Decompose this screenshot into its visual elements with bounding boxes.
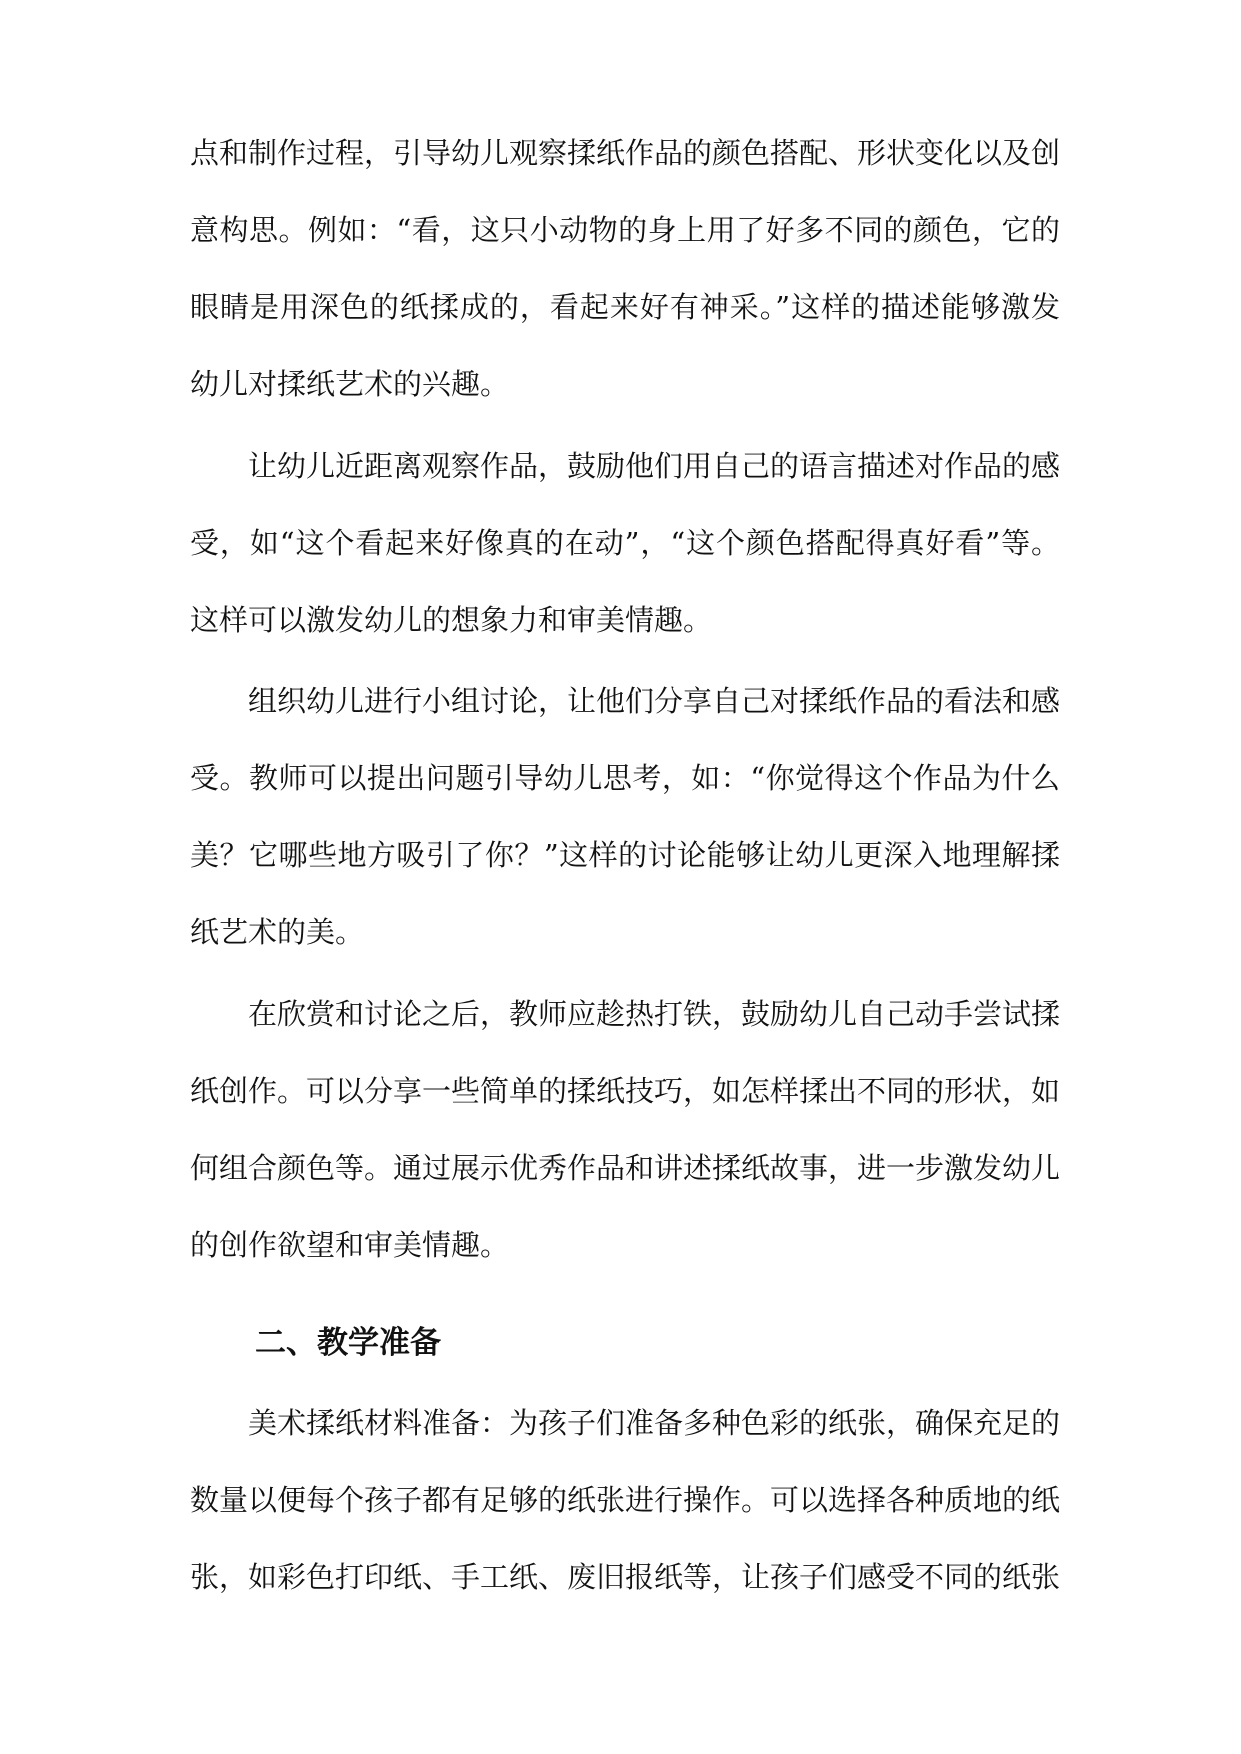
paragraph-2-line-2: 受，如“这个看起来好像真的在动”，“这个颜色搭配得真好看”等。 (190, 526, 1060, 560)
paragraph-4-line-1: 在欣赏和讨论之后，教师应趁热打铁，鼓励幼儿自己动手尝试揉 (248, 997, 1061, 1031)
paragraph-3-line-3: 美？它哪些地方吸引了你？”这样的讨论能够让幼儿更深入地理解揉 (190, 838, 1060, 872)
paragraph-1-line-1: 点和制作过程，引导幼儿观察揉纸作品的颜色搭配、形状变化以及创 (190, 136, 1061, 170)
paragraph-3-line-1: 组织幼儿进行小组讨论，让他们分享自己对揉纸作品的看法和感 (248, 684, 1061, 718)
section-paragraph-line-2: 数量以便每个孩子都有足够的纸张进行操作。可以选择各种质地的纸 (190, 1483, 1061, 1517)
paragraph-4-line-4: 的创作欲望和审美情趣。 (190, 1228, 510, 1262)
section-heading: 二、教学准备 (255, 1325, 441, 1361)
paragraph-2-line-1: 让幼儿近距离观察作品，鼓励他们用自己的语言描述对作品的感 (248, 449, 1061, 483)
paragraph-2-line-3: 这样可以激发幼儿的想象力和审美情趣。 (190, 603, 713, 637)
paragraph-4-line-2: 纸创作。可以分享一些简单的揉纸技巧，如怎样揉出不同的形状，如 (190, 1074, 1061, 1108)
section-paragraph-line-3: 张，如彩色打印纸、手工纸、废旧报纸等，让孩子们感受不同的纸张 (190, 1560, 1061, 1594)
paragraph-3-line-4: 纸艺术的美。 (190, 915, 365, 949)
paragraph-1-line-3: 眼睛是用深色的纸揉成的，看起来好有神采。”这样的描述能够激发 (190, 290, 1060, 324)
paragraph-4-line-3: 何组合颜色等。通过展示优秀作品和讲述揉纸故事，进一步激发幼儿 (190, 1151, 1061, 1185)
section-paragraph-line-1: 美术揉纸材料准备：为孩子们准备多种色彩的纸张，确保充足的 (248, 1406, 1061, 1440)
paragraph-1-line-2: 意构思。例如：“看，这只小动物的身上用了好多不同的颜色，它的 (190, 213, 1060, 247)
paragraph-3-line-2: 受。教师可以提出问题引导幼儿思考，如：“你觉得这个作品为什么 (190, 761, 1060, 795)
paragraph-1-line-4: 幼儿对揉纸艺术的兴趣。 (190, 367, 510, 401)
